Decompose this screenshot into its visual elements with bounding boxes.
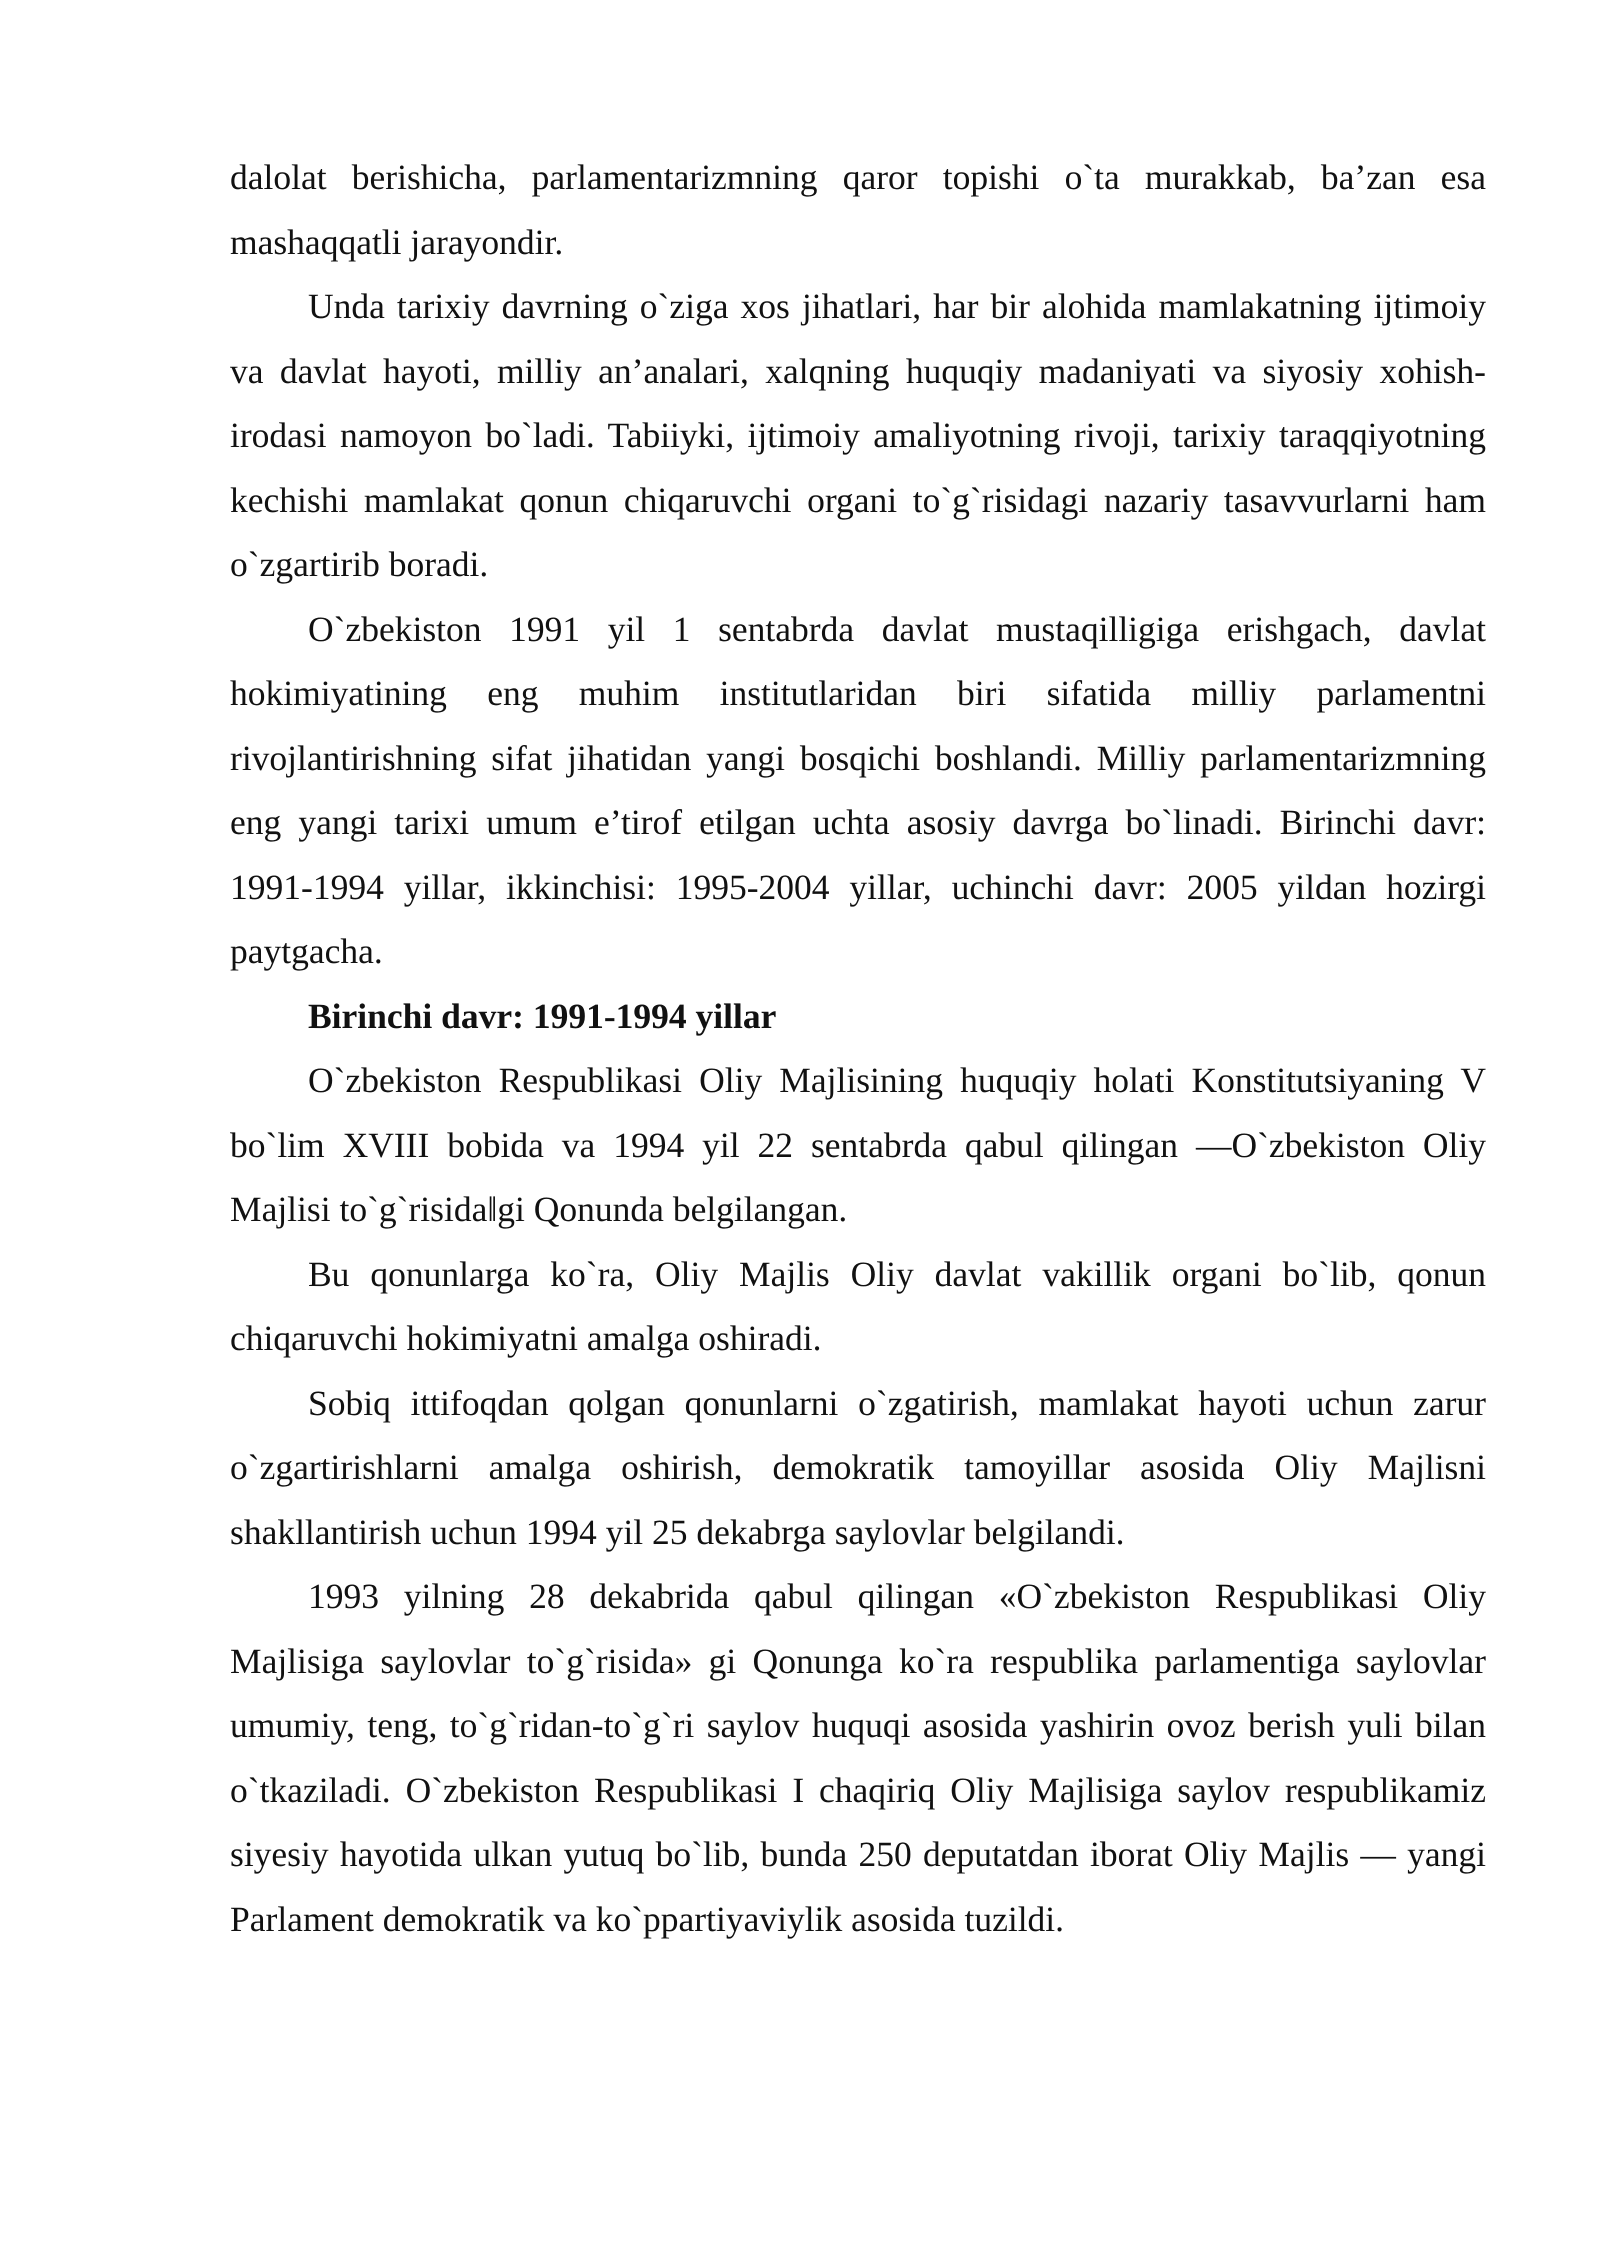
paragraph-election-law: 1993 yilning 28 dekabrida qabul qilingan «O`zbekiston Respublikasi Oliy Majlisiga saylovlar to`g`risida» gi Qonunga ko`ra respublika parlamentiga saylovlar umumiy, teng, to`g`ridan-to`g`ri saylov huquqi asosida yashirin ovoz berish yuli bilan o`tkaziladi. O`zbekiston Respublikasi I chaqiriq Oliy Majlisiga saylov respublikamiz siyesiy hayotida ulkan yutuq bo`lib, bunda 250 deputatdan iborat Oliy Majlis — yangi Parlament demokratik va ko`ppartiyaviylik asosida tuzildi. (230, 1576, 1486, 1939)
paragraph-continuation: dalolat berishicha, parlamentarizmning qaror topishi o`ta murakkab, ba’zan esa mashaqqatli jarayondir. (230, 157, 1486, 262)
paragraph-legal-status: O`zbekiston Respublikasi Oliy Majlisining huquqiy holati Konstitutsiyaning V bo`lim XVIII bobida va 1994 yil 22 sentabrda qabul qilingan ―O`zbekiston Oliy Majlisi to`g`risida‖gi Qonunda belgilangan. (230, 1060, 1486, 1229)
section-heading-first-period: Birinchi davr: 1991-1994 yillar (308, 995, 777, 1036)
paragraph-independence: O`zbekiston 1991 yil 1 sentabrda davlat mustaqilligiga erishgach, davlat hokimiyatining eng muhim institutlaridan biri sifatida milliy parlamentni rivojlantirishning sifat jihatidan yangi bosqichi boshlandi. Milliy parlamentarizmning eng yangi tarixi umum e’tirof etilgan uchta asosiy davrga bo`linadi. Birinchi davr: 1991-1994 yillar, ikkinchisi: 1995-2004 yillar, uchinchi davr: 2005 yildan hozirgi paytgacha. (230, 608, 1486, 971)
document-page (230, 145, 1486, 1951)
paragraph-historical-features: Unda tarixiy davrning o`ziga xos jihatlari, har bir alohida mamlakatning ijtimoiy va davlat hayoti, milliy an’analari, xalqning huquqiy madaniyati va siyosiy xohish-irodasi namoyon bo`ladi. Tabiiyki, ijtimoiy amaliyotning rivoji, tarixiy taraqqiyotning kechishi mamlakat qonun chiqaruvchi organi to`g`risidagi nazariy tasavvurlarni ham o`zgartirib boradi. (230, 286, 1486, 584)
paragraph-legislative-power: Bu qonunlarga ko`ra, Oliy Majlis Oliy davlat vakillik organi bo`lib, qonun chiqaruvchi hokimiyatni amalga oshiradi. (230, 1253, 1486, 1358)
paragraph-elections-scheduled: Sobiq ittifoqdan qolgan qonunlarni o`zgatirish, mamlakat hayoti uchun zarur o`zgartirishlarni amalga oshirish, demokratik tamoyillar asosida Oliy Majlisni shakllantirish uchun 1994 yil 25 dekabrga saylovlar belgilandi. (230, 1382, 1486, 1552)
